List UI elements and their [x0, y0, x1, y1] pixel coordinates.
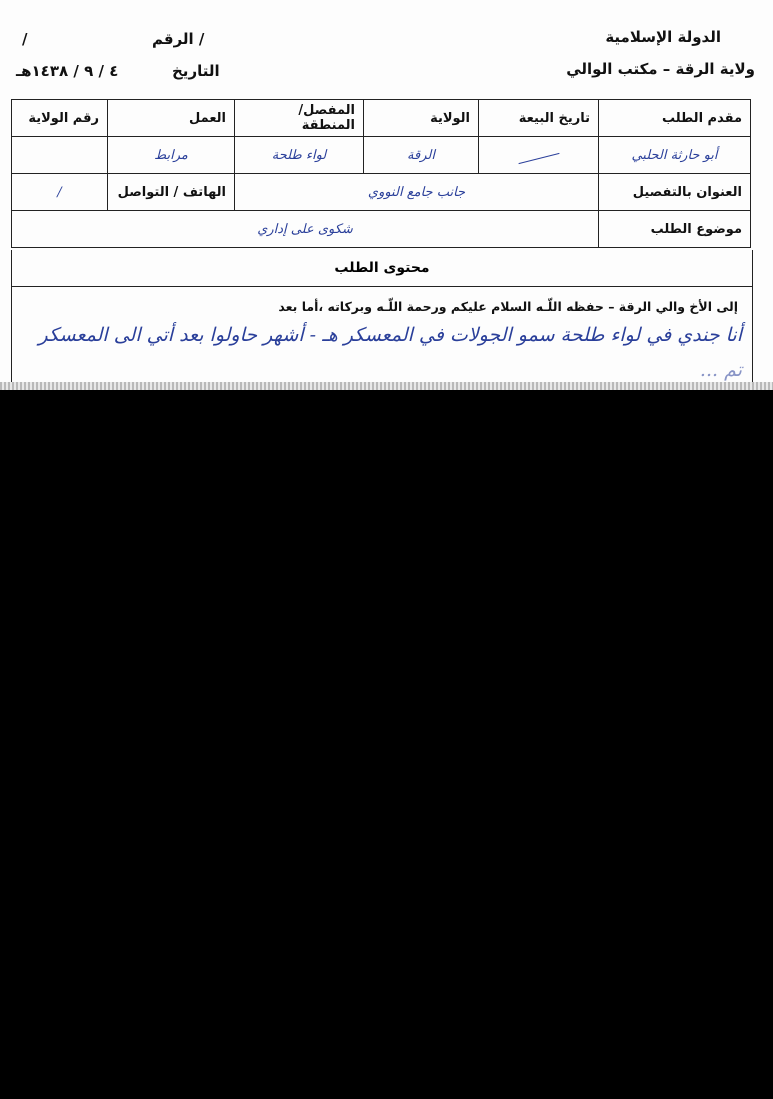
- handwritten-line-1: أنا جندي في لواء طلحة سمو الجولات في المعسكر هـ - أشهر حاولوا بعد أتي الى المعسكر: [38, 324, 742, 346]
- phone-label: الهاتف / التواصل: [108, 174, 235, 211]
- form-header-row: [12, 100, 751, 137]
- content-heading: محتوى الطلب: [11, 250, 753, 287]
- subject-label: موضوع الطلب: [599, 211, 751, 248]
- greeting-line: إلى الأخ والي الرقة – حفظه اللّـه السلام عليكم ورحمة اللّـه وبركاته ،أما بعد: [278, 299, 738, 314]
- content-body: [11, 287, 753, 390]
- number-label: الرقم /: [152, 30, 205, 48]
- address-value: جانب جامع النووي: [235, 174, 599, 211]
- request-form-table: [11, 99, 751, 248]
- wilayah-number-header: رقم الولاية: [12, 100, 108, 137]
- district-header: المفصل/ المنطقة: [235, 100, 364, 137]
- scan-cutoff-edge: [0, 382, 773, 390]
- pledge-date-header: تاريخ البيعة: [479, 100, 599, 137]
- state-title: الدولة الإسلامية: [605, 28, 721, 46]
- subject-value: شكوى على إداري: [12, 211, 599, 248]
- applicant-header: مقدم الطلب: [599, 100, 751, 137]
- address-label: العنوان بالتفصيل: [599, 174, 751, 211]
- applicant-value: أبو حارثة الحلبي: [599, 137, 751, 174]
- address-row: [12, 174, 751, 211]
- office-title: ولاية الرقة – مكتب الوالي: [566, 60, 755, 78]
- work-header: العمل: [108, 100, 235, 137]
- wilayah-header: الولاية: [364, 100, 479, 137]
- document-page: [0, 0, 773, 390]
- pledge-date-dash: [518, 152, 559, 163]
- date-value: ٤ / ٩ / ١٤٣٨هـ: [16, 62, 119, 80]
- work-value: مرابط: [108, 137, 235, 174]
- district-value: لواء طلحة: [235, 137, 364, 174]
- form-values-row: [12, 137, 751, 174]
- wilayah-value: الرقة: [364, 137, 479, 174]
- pledge-date-value: [479, 137, 599, 174]
- handwritten-line-2: تم ...: [699, 359, 742, 381]
- subject-row: [12, 211, 751, 248]
- date-label: التاريخ: [172, 62, 220, 80]
- phone-value: /: [12, 174, 108, 211]
- number-value: /: [22, 30, 28, 48]
- wilayah-number-value: [12, 137, 108, 174]
